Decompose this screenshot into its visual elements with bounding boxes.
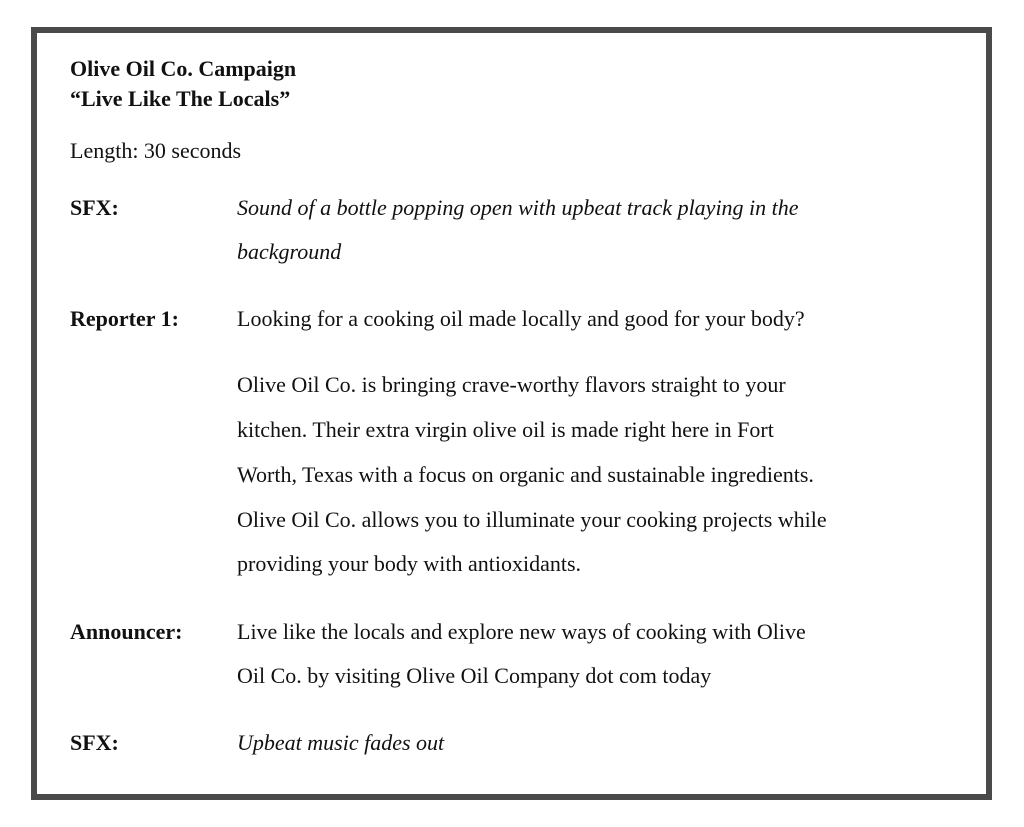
speaker-label-announcer: Announcer: [70,619,183,644]
speaker-label-sfx-outro: SFX: [70,730,119,755]
speaker-label-reporter: Reporter 1: [70,306,179,331]
sfx-intro-line-1: Sound of a bottle popping open with upbeat track playing in the [237,195,799,220]
announcer-line-2: Oil Co. by visiting Olive Oil Company dot com today [237,663,712,688]
reporter-paragraph-line-1: Olive Oil Co. is bringing crave-worthy flavors straight to your [237,372,786,397]
reporter-paragraph-line-2: kitchen. Their extra virgin olive oil is made right here in Fort [237,417,774,442]
sfx-intro-line-2: background [237,239,342,264]
announcer-line-1: Live like the locals and explore new ways of cooking with Olive [237,619,806,644]
speaker-label-sfx-intro: SFX: [70,195,119,220]
reporter-paragraph-line-3: Worth, Texas with a focus on organic and sustainable ingredients. [237,462,814,487]
sfx-outro-line-1: Upbeat music fades out [237,730,445,755]
script-length: Length: 30 seconds [70,138,242,163]
reporter-paragraph-line-4: Olive Oil Co. allows you to illuminate your cooking projects while [237,507,827,532]
script-title: Olive Oil Co. Campaign [70,56,297,81]
script-subtitle: “Live Like The Locals” [70,86,291,111]
reporter-line-1: Looking for a cooking oil made locally and good for your body? [237,306,805,331]
reporter-paragraph-line-5: providing your body with antioxidants. [237,551,582,576]
